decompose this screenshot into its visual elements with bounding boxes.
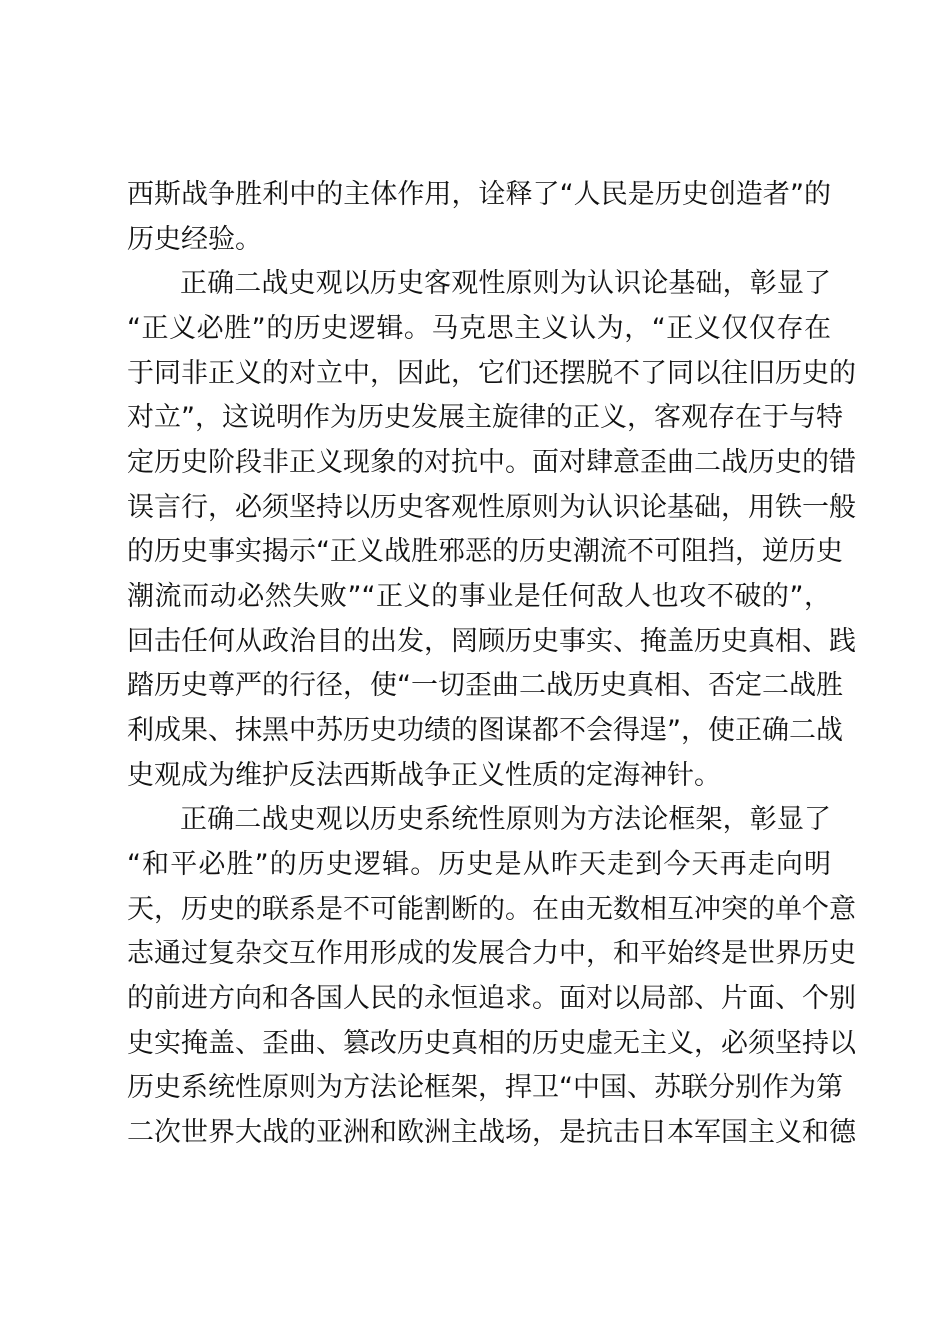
text-line: 史实掩盖、歪曲、篡改历史真相的历史虚无主义，必须坚持以 xyxy=(127,1027,856,1059)
text-line: 潮流而动必然失败”“正义的事业是任何敌人也攻不破的”， xyxy=(127,581,831,613)
text-line: 踏历史尊严的行径，使“一切歪曲二战历史真相、否定二战胜 xyxy=(127,670,843,702)
text-line: 误言行，必须坚持以历史客观性原则为认识论基础，用铁一般 xyxy=(127,491,856,523)
text-line: 历史系统性原则为方法论框架，捍卫“中国、苏联分别作为第 xyxy=(127,1072,843,1104)
text-line: “正义必胜”的历史逻辑。马克思主义认为，“正义仅仅存在 xyxy=(127,313,831,344)
text-line: 史观成为维护反法西斯战争正义性质的定海神针。 xyxy=(127,759,721,791)
text-line: 利成果、抹黑中苏历史功绩的图谋都不会得逞”，使正确二战 xyxy=(127,715,843,747)
text-line: 志通过复杂交互作用形成的发展合力中，和平始终是世界历史 xyxy=(127,938,856,970)
text-line: 正确二战史观以历史系统性原则为方法论框架，彰显了 xyxy=(180,804,831,836)
text-line: 历史经验。 xyxy=(127,223,262,255)
text-line: 于同非正义的对立中，因此，它们还摆脱不了同以往旧历史的 xyxy=(127,357,856,389)
text-line: 二次世界大战的亚洲和欧洲主战场，是抗击日本军国主义和德 xyxy=(127,1117,856,1149)
text-line: 的历史事实揭示“正义战胜邪恶的历史潮流不可阻挡，逆历史 xyxy=(127,536,843,568)
text-line: 定历史阶段非正义现象的对抗中。面对肆意歪曲二战历史的错 xyxy=(127,447,856,479)
text-line: “和平必胜”的历史逻辑。历史是从昨天走到今天再走向明 xyxy=(127,849,831,881)
text-line: 的前进方向和各国人民的永恒追求。面对以局部、片面、个别 xyxy=(127,983,856,1015)
text-line: 对立”，这说明作为历史发展主旋律的正义，客观存在于与特 xyxy=(127,402,843,434)
text-line: 正确二战史观以历史客观性原则为认识论基础，彰显了 xyxy=(180,268,831,300)
text-line: 西斯战争胜利中的主体作用，诠释了“人民是历史创造者”的 xyxy=(127,179,831,210)
text-line: 天，历史的联系是不可能割断的。在由无数相互冲突的单个意 xyxy=(127,893,856,925)
text-line: 回击任何从政治目的出发，罔顾历史事实、掩盖历史真相、践 xyxy=(127,625,856,657)
